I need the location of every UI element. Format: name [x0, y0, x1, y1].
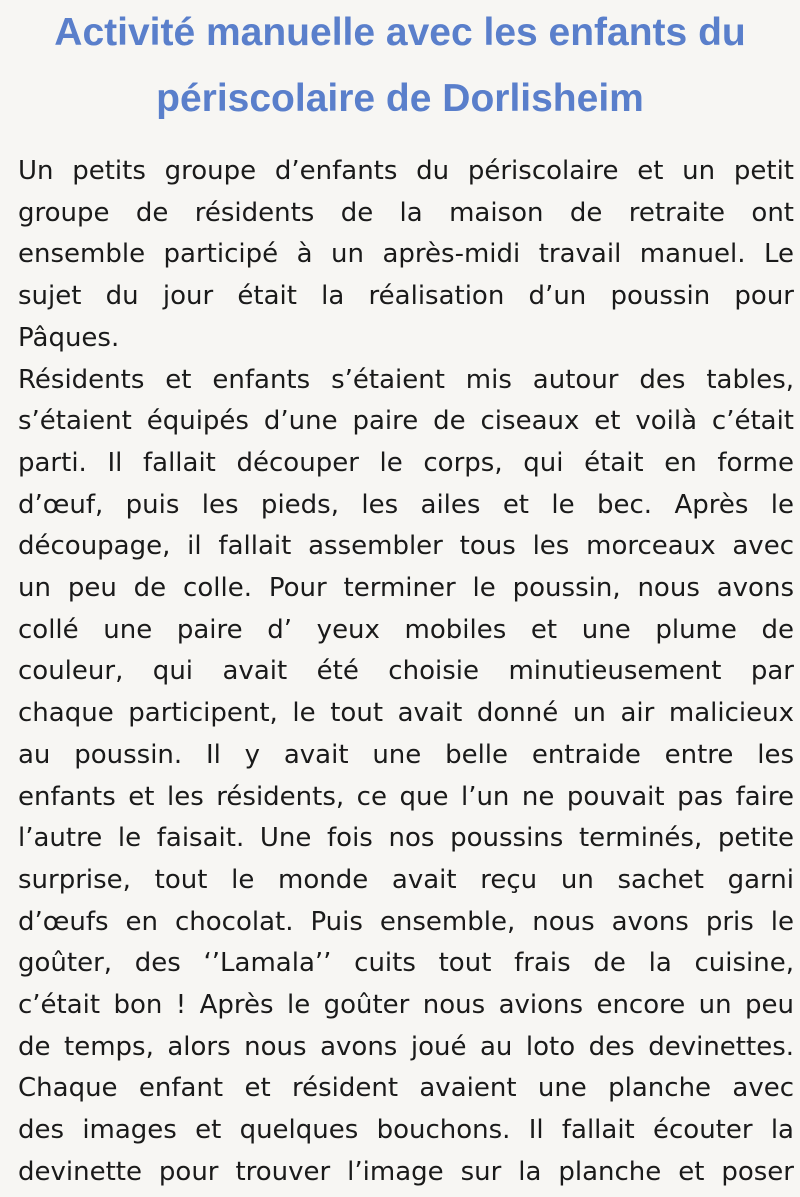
body-line: découpage, il fallait assembler tous les morceaux avec	[18, 531, 794, 562]
body-line: parti. Il fallait découper le corps, qui était en forme	[18, 447, 794, 478]
body-line: Pâques.	[18, 322, 120, 353]
body-line: devinette pour trouver l’image sur la planche et poser	[18, 1156, 794, 1187]
body-line: un peu de colle. Pour terminer le poussin, nous avons	[18, 573, 794, 603]
body-line: goûter, des ‘’Lamala’’ cuits tout frais de la cuisine,	[18, 948, 794, 979]
body-line: groupe de résidents de la maison de retraite ont	[18, 197, 794, 228]
body-line: de temps, alors nous avons joué au loto des devinettes.	[18, 1031, 794, 1062]
body-line: Un petits groupe d’enfants du périscolaire et un petit	[18, 156, 794, 186]
body-line: ensemble participé à un après-midi travail manuel. Le	[18, 239, 794, 270]
document-title-line-1: Activité manuelle avec les enfants du	[54, 11, 746, 54]
body-line: c’était bon ! Après le goûter nous avions encore un peu	[18, 990, 794, 1020]
body-line: couleur, qui avait été choisie minutieusement par	[18, 656, 794, 687]
body-line: enfants et les résidents, ce que l’un ne pouvait pas faire	[18, 781, 794, 812]
body-line: sujet du jour était la réalisation d’un poussin pour	[18, 281, 794, 312]
body-line: s’étaient équipés d’une paire de ciseaux et voilà c’était	[18, 406, 794, 437]
body-line: collé une paire d’ yeux mobiles et une plume de	[18, 614, 794, 645]
body-line: Chaque enfant et résident avaient une planche avec	[18, 1073, 794, 1104]
body-line: au poussin. Il y avait une belle entraide entre les	[18, 739, 794, 770]
body-line: Résidents et enfants s’étaient mis autour des tables,	[18, 364, 794, 395]
body-line: l’autre le faisait. Une fois nos poussins terminés, petite	[18, 823, 794, 854]
body-line: surprise, tout le monde avait reçu un sachet garni	[18, 864, 794, 895]
body-line: des images et quelques bouchons. Il fallait écouter la	[18, 1115, 794, 1146]
body-line: d’œufs en chocolat. Puis ensemble, nous avons pris le	[18, 906, 794, 937]
document-title-line-2: périscolaire de Dorlisheim	[156, 77, 644, 120]
body-line: d’œuf, puis les pieds, les ailes et le bec. Après le	[18, 489, 794, 520]
body-line: chaque participent, le tout avait donné un air malicieux	[18, 698, 794, 729]
